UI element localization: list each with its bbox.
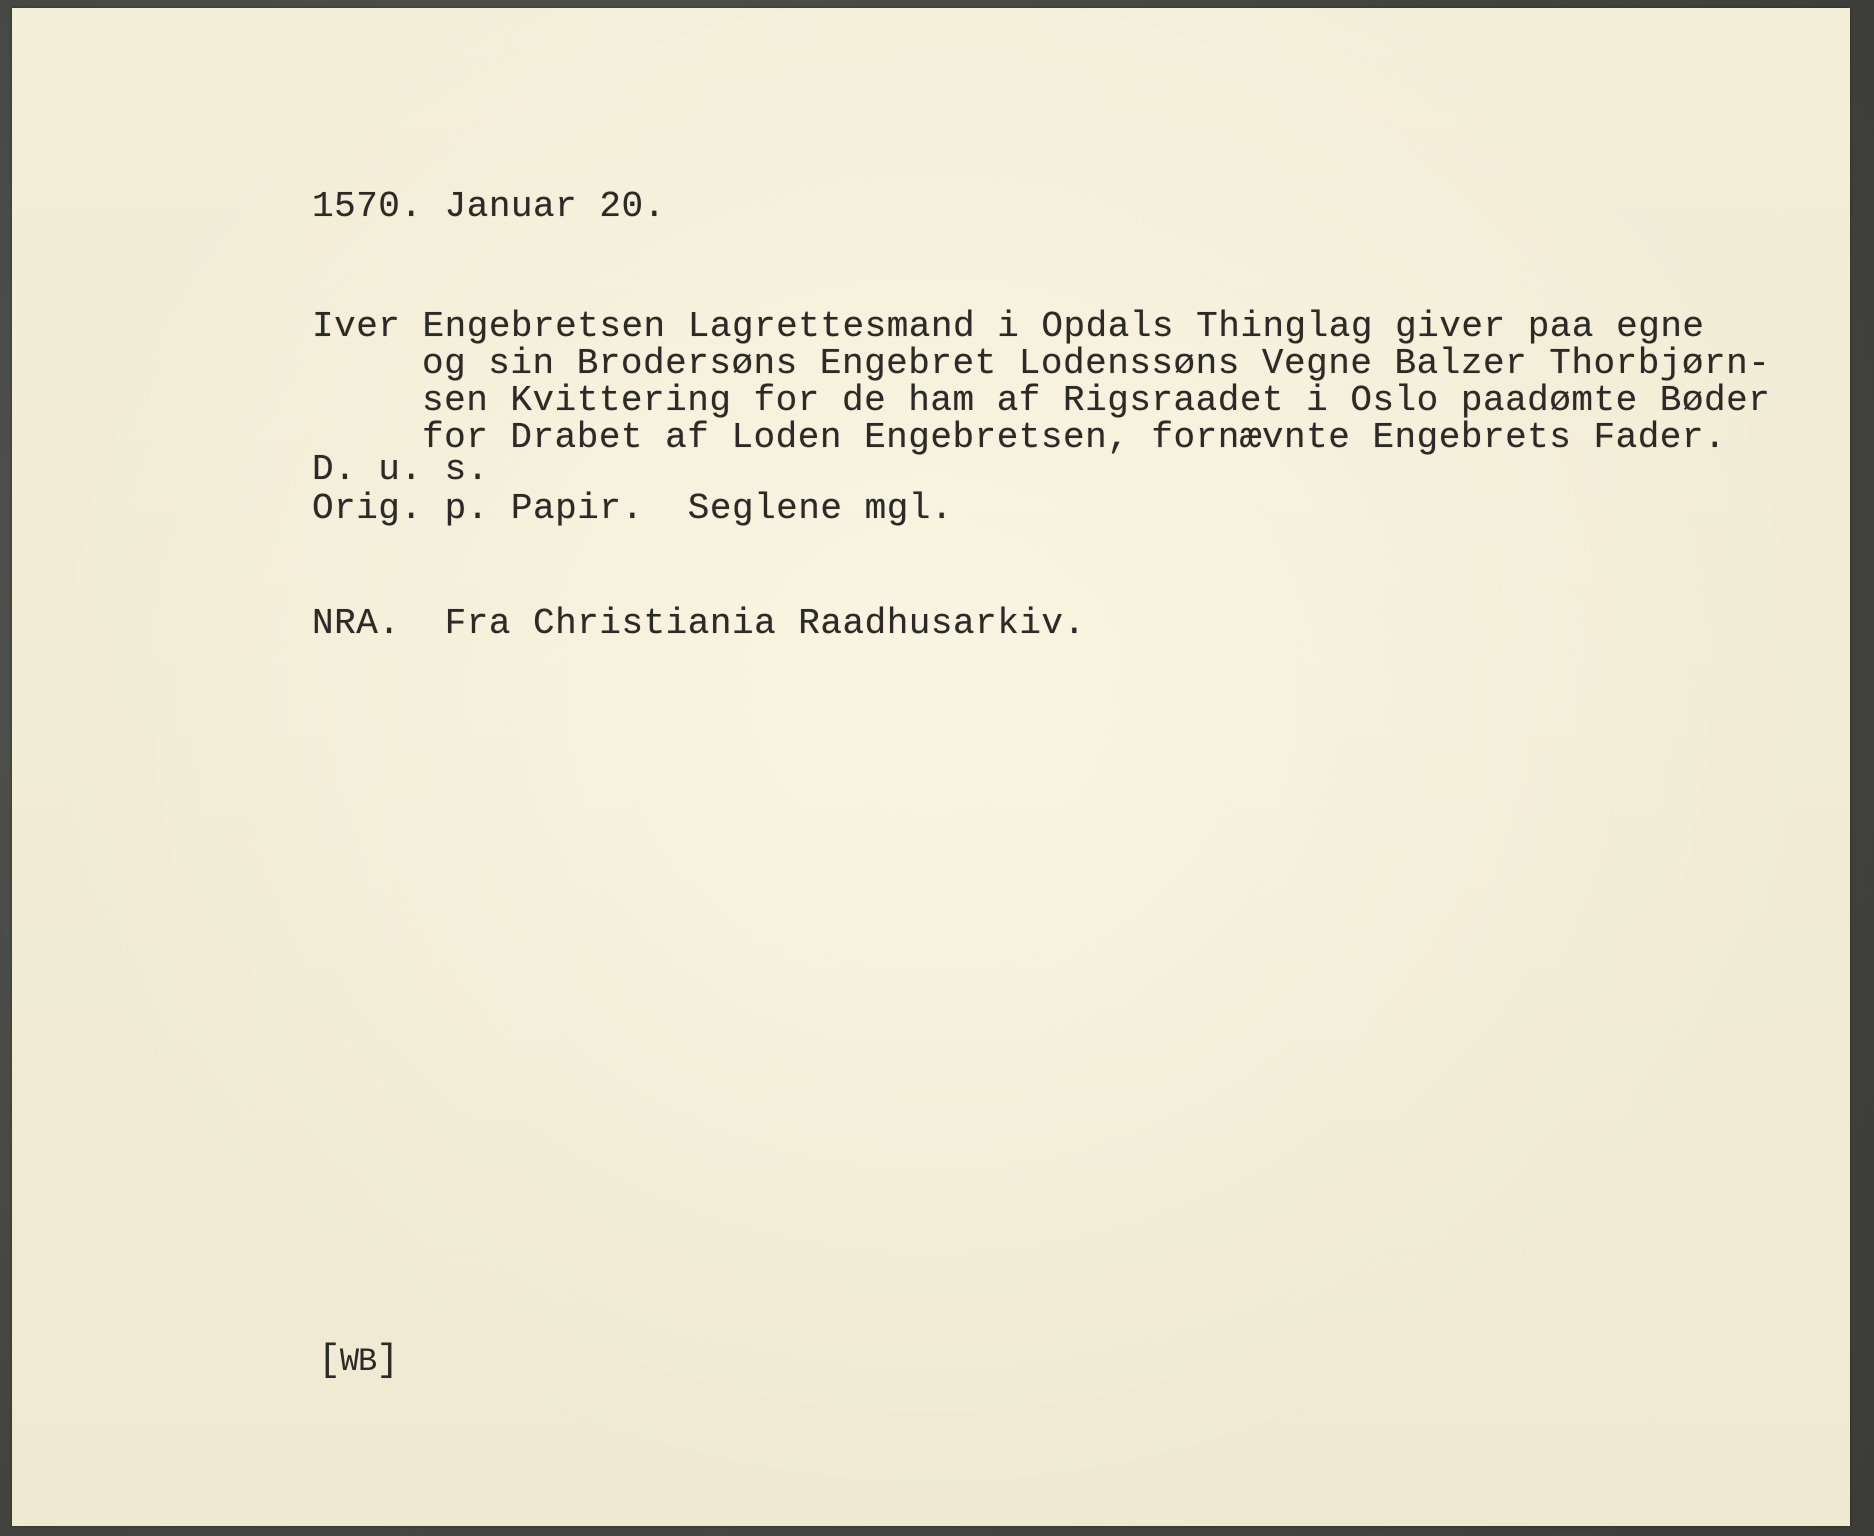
archive-card [12, 8, 1850, 1526]
dating-note: D. u. s. [312, 449, 489, 490]
initials-text: WB [339, 1343, 377, 1380]
initials-open-bracket: [ [318, 1339, 340, 1382]
source-note: NRA. Fra Christiania Raadhusarkiv. [312, 603, 1086, 644]
document-summary [312, 308, 1770, 456]
original-note: Orig. p. Papir. Seglene mgl. [312, 488, 954, 529]
summary-line-4: for Drabet af Loden Engebretsen, fornævnte Engebrets Fader. [422, 417, 1727, 458]
date-heading: 1570. Januar 20. [312, 186, 666, 227]
summary-line-1: Iver Engebretsen Lagrettesmand i Opdals Thinglag giver paa egne [312, 306, 1705, 347]
summary-line-3: sen Kvittering for de ham af Rigsraadet i Oslo paadømte Bøder [422, 380, 1771, 421]
summary-line-2: og sin Brodersøns Engebret Lodenssøns Vegne Balzer Thorbjørn- [422, 343, 1771, 384]
typist-initials [318, 1339, 398, 1382]
initials-close-bracket: ] [376, 1339, 399, 1382]
